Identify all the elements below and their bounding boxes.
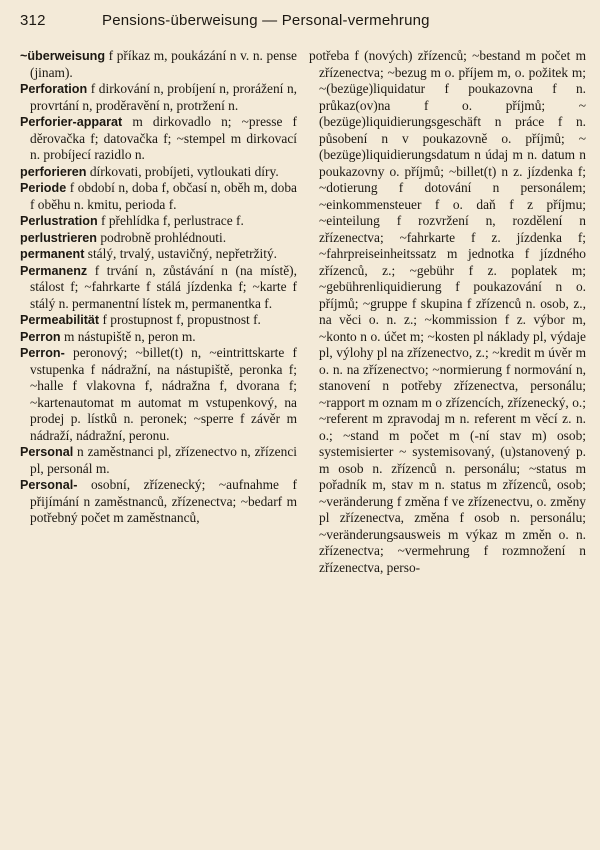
dictionary-entry xyxy=(20,345,297,444)
definition: m dirkovadlo n; ~presse f děrovačka f; datovačka f; ~stempel m dirkovací n. probíjecí razidlo n. xyxy=(30,114,298,162)
definition: f období n, doba f, občasí n, oběh m, doba f oběhu n. kmitu, perioda f. xyxy=(30,180,297,212)
definition: f přehlídka f, perlustrace f. xyxy=(101,213,244,228)
headword: Perron- xyxy=(20,346,65,360)
definition: f trvání n, zůstávání n (na místě), stálost f; ~fahrkarte f stálá jízdenka f; ~karte f stálý n. permanentní lístek m, permanentka f. xyxy=(30,262,297,311)
headword: Personal- xyxy=(20,478,78,492)
headword: Periode xyxy=(20,181,67,195)
dictionary-entry xyxy=(20,48,297,81)
dictionary-entry xyxy=(20,263,297,313)
dictionary-entry xyxy=(20,246,297,263)
headword: Perforation xyxy=(20,82,88,96)
definition: osobní, zřízenecký; ~aufnahme f přijímání n zaměstnanců, zřízenectva; ~bedarf m potřebný počet m zaměstnanců, xyxy=(30,477,297,525)
headword: Perron xyxy=(20,329,61,344)
page-number: 312 xyxy=(20,12,46,29)
definition: f prostupnost f, propustnost f. xyxy=(102,312,261,327)
dictionary-entry xyxy=(20,477,297,527)
dictionary-entry xyxy=(20,312,297,329)
dictionary-entry xyxy=(309,48,586,576)
definition: podrobně prohlédnouti. xyxy=(100,229,227,245)
headword: ~überweisung xyxy=(20,49,106,63)
right-column xyxy=(309,48,586,576)
dictionary-entry xyxy=(20,230,297,247)
headword: perlustrieren xyxy=(20,230,97,245)
running-header xyxy=(20,12,586,36)
dictionary-entry xyxy=(20,164,297,181)
headword: perforieren xyxy=(20,164,87,179)
dictionary-entry xyxy=(20,213,297,230)
dictionary-entry xyxy=(20,81,297,114)
definition: stálý, trvalý, ustavičný, nepřetržitý. xyxy=(87,246,278,261)
definition: peronový; ~billet(t) n, ~eintrittskarte f vstupenka f nádražní, na nástupiště, peronka f; ~halle f vlakovna f, nádražna f, dvorana f; ~kartenautomat m automat m vstupenkový, na prodej p. lístků n. peronek; ~sperre f závěr m nádraží, nádražní, peronu. xyxy=(30,345,297,443)
headword: Personal xyxy=(20,445,74,459)
left-column xyxy=(20,48,297,576)
definition: m nástupiště n, peron m. xyxy=(63,328,196,344)
definition: n zaměstnanci pl, zřízenectvo n, zřízenci pl, personál m. xyxy=(30,444,297,476)
headword: permanent xyxy=(20,247,85,261)
definition: dírkovati, probíjeti, vytloukati díry. xyxy=(89,163,279,179)
headword: Permanenz xyxy=(20,263,88,278)
headword: Permeabilität xyxy=(20,313,100,327)
text-columns xyxy=(20,48,586,576)
definition: potřeba f (nových) zřízenců; ~bestand m počet m zřízenectva; ~bezug m o. příjem m, o. požitek m; ~(bezüge)liquidatur f poukazovna f n. průkaz(ov)na f o. příjmů; ~(bezüge)liquidierungsgeschäft n práce f n. působení n v poukazovně o. příjmů; ~(bezüge)liquidierungsdatum n údaj m n. datum n poukazovny o. příjmů; ~billet(t) n z. jízdenka f; ~dotierung f dotování n personálem; ~einkommensteuer f o. daň f z příjmu; ~einteilung f rozvržení n, rozdělení n zřízenectva; ~fahrkarte f z. jízdenka f; ~fahrpreiseinheitssatz m jednotka f jízdného zřízenců, z.; ~gebühr f z. poplatek m; ~gebührenliquidierung f poukazování n o. příjmů; ~gruppe f skupina f zřízenců n. osob, z., na věci o. n. z.; ~kommission f z. výbor m, ~konto n o. účet m; ~kosten pl náklady pl, výdaje pl, výlohy pl na zřízenectvo, z.; ~kredit m úvěr m o. n. na zřízenectvo; ~normierung f normování n, stanovení n potřeby zřízenectva, personálu; ~rapport m oznam m o zřízencích, zřízenecký, o.; ~referent m zpravodaj m n. referent m věcí z. n. o.; ~stand m počet m (-ní stav m) osob; systemisierter ~ systemisovaný, (u)stanovený p. m osob n. zřízenců n. personálu; ~status m pořadník m, stav m n. status m zřízenců, osob; ~veränderung f změna f ve zřízenectvu, o. změny pl zřízenectva, změna f osob n. personálu; ~veränderungsausweis m výkaz m změn o. n. zřízenectva; ~vermehrung f rozmnožení n zřízenectva, perso- xyxy=(309,48,586,575)
dictionary-entry xyxy=(20,329,297,346)
dictionary-entry xyxy=(20,114,297,164)
headword: Perforier-apparat xyxy=(20,115,123,129)
definition: f příkaz m, poukázání n v. n. pense (jinam). xyxy=(30,48,297,80)
dictionary-entry xyxy=(20,180,297,213)
definition: f dirkování n, probíjení n, prorážení n, provrtání n, proděravění n, protržení n. xyxy=(30,81,297,113)
running-title: Pensions-überweisung — Personal-vermehrung xyxy=(102,12,430,29)
headword: Perlustration xyxy=(20,214,98,228)
dictionary-entry xyxy=(20,444,297,477)
